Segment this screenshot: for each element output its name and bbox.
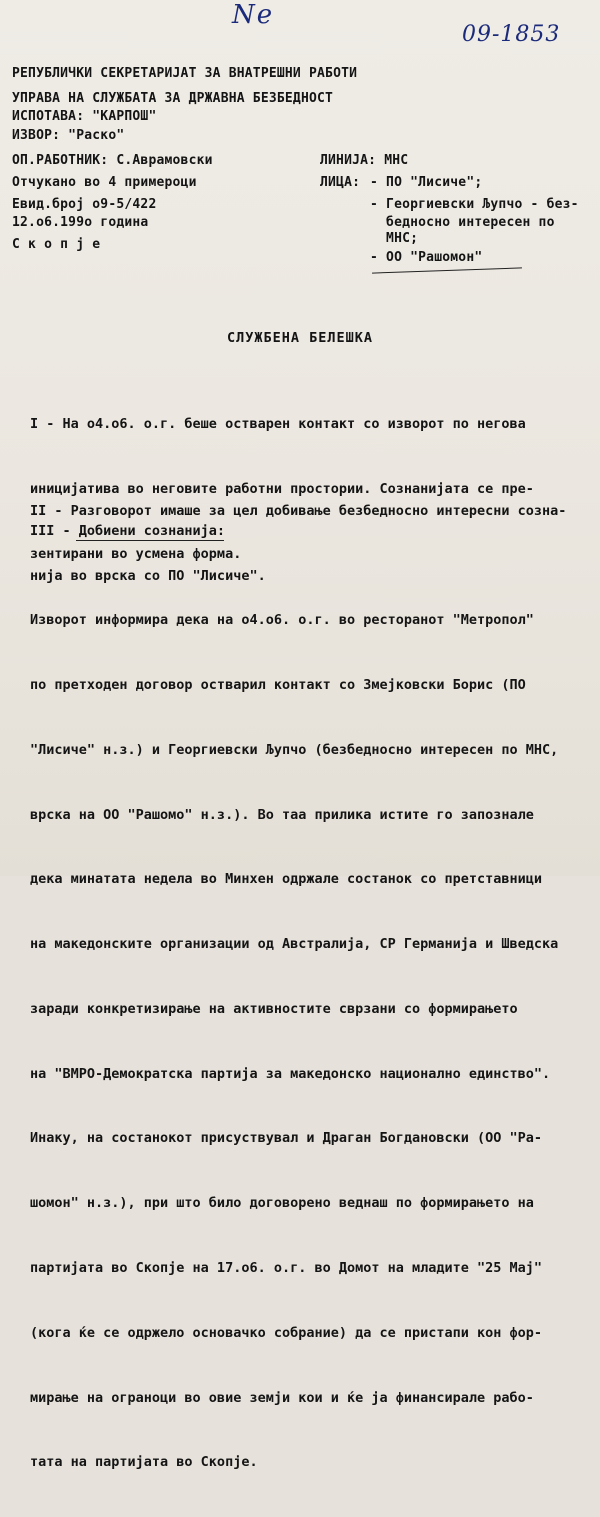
section-3-line: врска на ОО "Рашомо" н.з.). Во таа прилика истите го запознале xyxy=(30,806,534,823)
meta-person-3: - ОО "Рашомон" xyxy=(370,250,483,265)
section-3-line: на македонските организации од Австралија, СР Германија и Шведска xyxy=(30,936,559,953)
section-3-heading-underline xyxy=(76,540,224,541)
handwritten-registration-number: 09-1853 xyxy=(462,22,561,47)
meta-person-2-cont2: МНС; xyxy=(370,231,419,246)
section-3-line: заради конкретизирање на активностите сврзани со формирањето xyxy=(30,1000,518,1017)
meta-persons-label: ЛИЦА: xyxy=(320,175,361,190)
section-1-line: зентирани во усмена форма. xyxy=(30,545,242,562)
underline-rashomon xyxy=(372,267,522,273)
section-3-line: по претходен договор остварил контакт со Змејковски Борис (ПО xyxy=(30,676,526,693)
section-2-line: II - Разговорот имаше за цел добивање безбедносно интересни созна- xyxy=(30,503,567,520)
meta-record-number: Евид.број о9-5/422 xyxy=(12,197,157,212)
section-3-line: мирање на огранoци во овие земји кои и ќе ја финансирале рабо- xyxy=(30,1389,534,1406)
section-3-heading: III - Добиени сознанија: xyxy=(30,523,226,539)
section-3-line: "Лисиче" н.з.) и Георгиевски Љупчо (безбедносно интересен по МНС, xyxy=(30,741,559,758)
header-line-office: ИСПОТАВА: "КАРПОШ" xyxy=(12,109,157,124)
section-2-line: нија во врска со ПО "Лисиче". xyxy=(30,567,266,584)
section-3-body xyxy=(30,567,590,1517)
meta-person-1: - ПО "Лисиче"; xyxy=(370,175,483,190)
header-line-ministry: РЕПУБЛИЧКИ СЕКРЕТАРИЈАТ ЗА ВНАТРЕШНИ РАБОТИ xyxy=(12,66,358,81)
meta-date: 12.о6.199о година xyxy=(12,215,149,230)
meta-person-2-cont: бедносно интересен по xyxy=(370,215,555,230)
meta-operative: ОП.РАБОТНИК: С.Аврамовски xyxy=(12,153,213,168)
section-1-line: I - На о4.о6. о.г. беше остварен контакт со изворот по негова xyxy=(30,416,526,433)
section-1-line: иницијатива во неговите работни простории. Сознанијата се пре- xyxy=(30,480,534,497)
section-3-line: тата на партијата во Скопје. xyxy=(30,1454,258,1471)
meta-person-2: - Георгиевски Љупчо - без- xyxy=(370,197,579,212)
meta-line: ЛИНИЈА: МНС xyxy=(320,153,409,168)
section-3-line: (кога ќе се одржело основачко собрание) да се пристапи кон фор- xyxy=(30,1324,543,1341)
header-line-directorate: УПРАВА НА СЛУЖБАТА ЗА ДРЖАВНА БЕЗБЕДНОСТ xyxy=(12,91,334,106)
document-title: СЛУЖБЕНА БЕЛЕШКА xyxy=(226,330,374,346)
section-3-line: Изворот информира дека на о4.о6. о.г. во ресторанот "Метропол" xyxy=(30,612,534,629)
meta-city: С к о п ј е xyxy=(12,237,101,252)
section-3-line: шомон" н.з.), при што било договорено веднаш по формирањето на xyxy=(30,1195,534,1212)
section-3-line: партијата во Скопје на 17.о6. о.г. во Домот на младите "25 Мај" xyxy=(30,1260,543,1276)
section-3-line: Инаку, на состанокот присуствувал и Драган Богдановски (ОО "Ра- xyxy=(30,1130,543,1147)
header-line-source: ИЗВОР: "Раско" xyxy=(12,128,125,143)
meta-copies: Отчукано во 4 примероци xyxy=(12,175,197,190)
handwritten-mark-left: Ne xyxy=(232,0,275,30)
section-3-line: дека минатата недела во Минхен одржале состанок со претставници xyxy=(30,871,543,888)
section-3-line: на "ВМРО-Демократска партија за македонско национално единство". xyxy=(30,1065,551,1082)
